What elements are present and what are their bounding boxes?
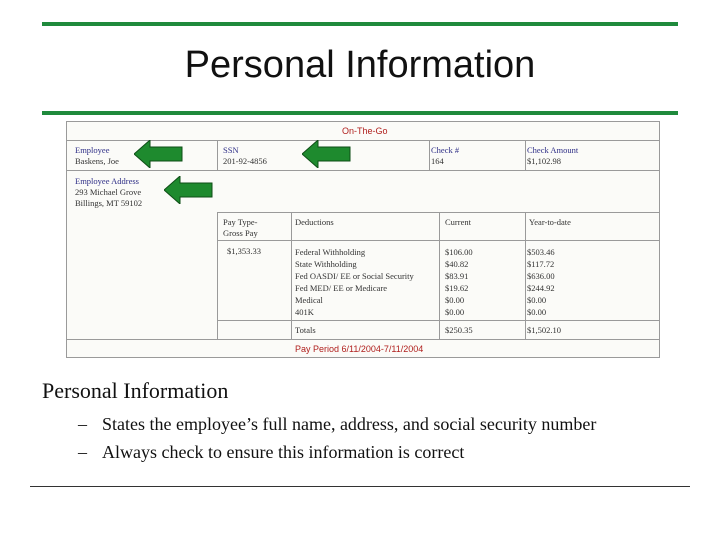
ytd-list bbox=[527, 246, 555, 318]
check-amount-value: $1,102.98 bbox=[527, 156, 561, 166]
pay-type-label-2: Gross Pay bbox=[223, 228, 258, 238]
left-arrow-icon bbox=[164, 176, 214, 204]
employee-name: Baskens, Joe bbox=[75, 156, 119, 166]
pay-period: Pay Period 6/11/2004-7/11/2004 bbox=[295, 344, 424, 354]
check-number-label: Check # bbox=[431, 145, 460, 155]
gross-pay-value: $1,353.33 bbox=[227, 246, 261, 256]
bottom-rule bbox=[30, 486, 690, 487]
address-line-2: Billings, MT 59102 bbox=[75, 198, 143, 208]
left-arrow-icon bbox=[134, 140, 184, 168]
deductions-label: Deductions bbox=[295, 217, 334, 227]
bullet-text: Always check to ensure this information is correct bbox=[102, 442, 465, 462]
bullet-item bbox=[78, 412, 596, 440]
current-amount: $83.91 bbox=[445, 271, 469, 281]
check-number-value: 164 bbox=[431, 156, 444, 166]
total-current: $250.35 bbox=[445, 325, 473, 335]
bullet-item bbox=[78, 440, 596, 468]
left-arrow-icon bbox=[302, 140, 352, 168]
deduction-item: Fed OASDI/ EE or Social Security bbox=[295, 271, 414, 281]
deduction-item: Fed MED/ EE or Medicare bbox=[295, 283, 388, 293]
bullet-list bbox=[78, 412, 596, 468]
pay-type-label: Pay Type- bbox=[223, 217, 258, 227]
section-heading: Personal Information bbox=[42, 378, 229, 403]
bullet-marker: – bbox=[78, 414, 87, 434]
current-amount: $106.00 bbox=[445, 247, 473, 257]
current-amount: $40.82 bbox=[445, 259, 469, 269]
employee-label: Employee bbox=[75, 145, 110, 155]
current-amount: $19.62 bbox=[445, 283, 469, 293]
ytd-amount: $503.46 bbox=[527, 247, 555, 257]
ytd-amount: $244.92 bbox=[527, 283, 555, 293]
deduction-item: 401K bbox=[295, 307, 314, 317]
ytd-amount: $0.00 bbox=[527, 307, 547, 317]
slide-title: Personal Information bbox=[184, 44, 536, 86]
current-amount: $0.00 bbox=[445, 307, 465, 317]
ytd-label: Year-to-date bbox=[529, 217, 571, 227]
totals-label: Totals bbox=[295, 325, 316, 335]
address-label: Employee Address bbox=[75, 176, 139, 186]
ytd-amount: $117.72 bbox=[527, 259, 555, 269]
bullet-text: States the employee’s full name, address, and social security number bbox=[102, 414, 597, 434]
total-ytd: $1,502.10 bbox=[527, 325, 561, 335]
current-list bbox=[445, 246, 473, 318]
address-line-1: 293 Michael Grove bbox=[75, 187, 142, 197]
deduction-item: Federal Withholding bbox=[295, 247, 366, 257]
deduction-item: Medical bbox=[295, 295, 323, 305]
title-underline-rule bbox=[42, 111, 678, 115]
deductions-list bbox=[295, 246, 414, 318]
stub-company-name: On-The-Go bbox=[342, 126, 388, 136]
current-amount: $0.00 bbox=[445, 295, 465, 305]
current-label: Current bbox=[445, 217, 471, 227]
ytd-amount: $636.00 bbox=[527, 271, 555, 281]
top-accent-rule bbox=[42, 22, 678, 26]
ssn-value: 201-92-4856 bbox=[223, 156, 267, 166]
check-amount-label: Check Amount bbox=[527, 145, 579, 155]
ssn-label: SSN bbox=[223, 145, 239, 155]
deduction-item: State Withholding bbox=[295, 259, 357, 269]
bullet-marker: – bbox=[78, 442, 87, 462]
ytd-amount: $0.00 bbox=[527, 295, 547, 305]
